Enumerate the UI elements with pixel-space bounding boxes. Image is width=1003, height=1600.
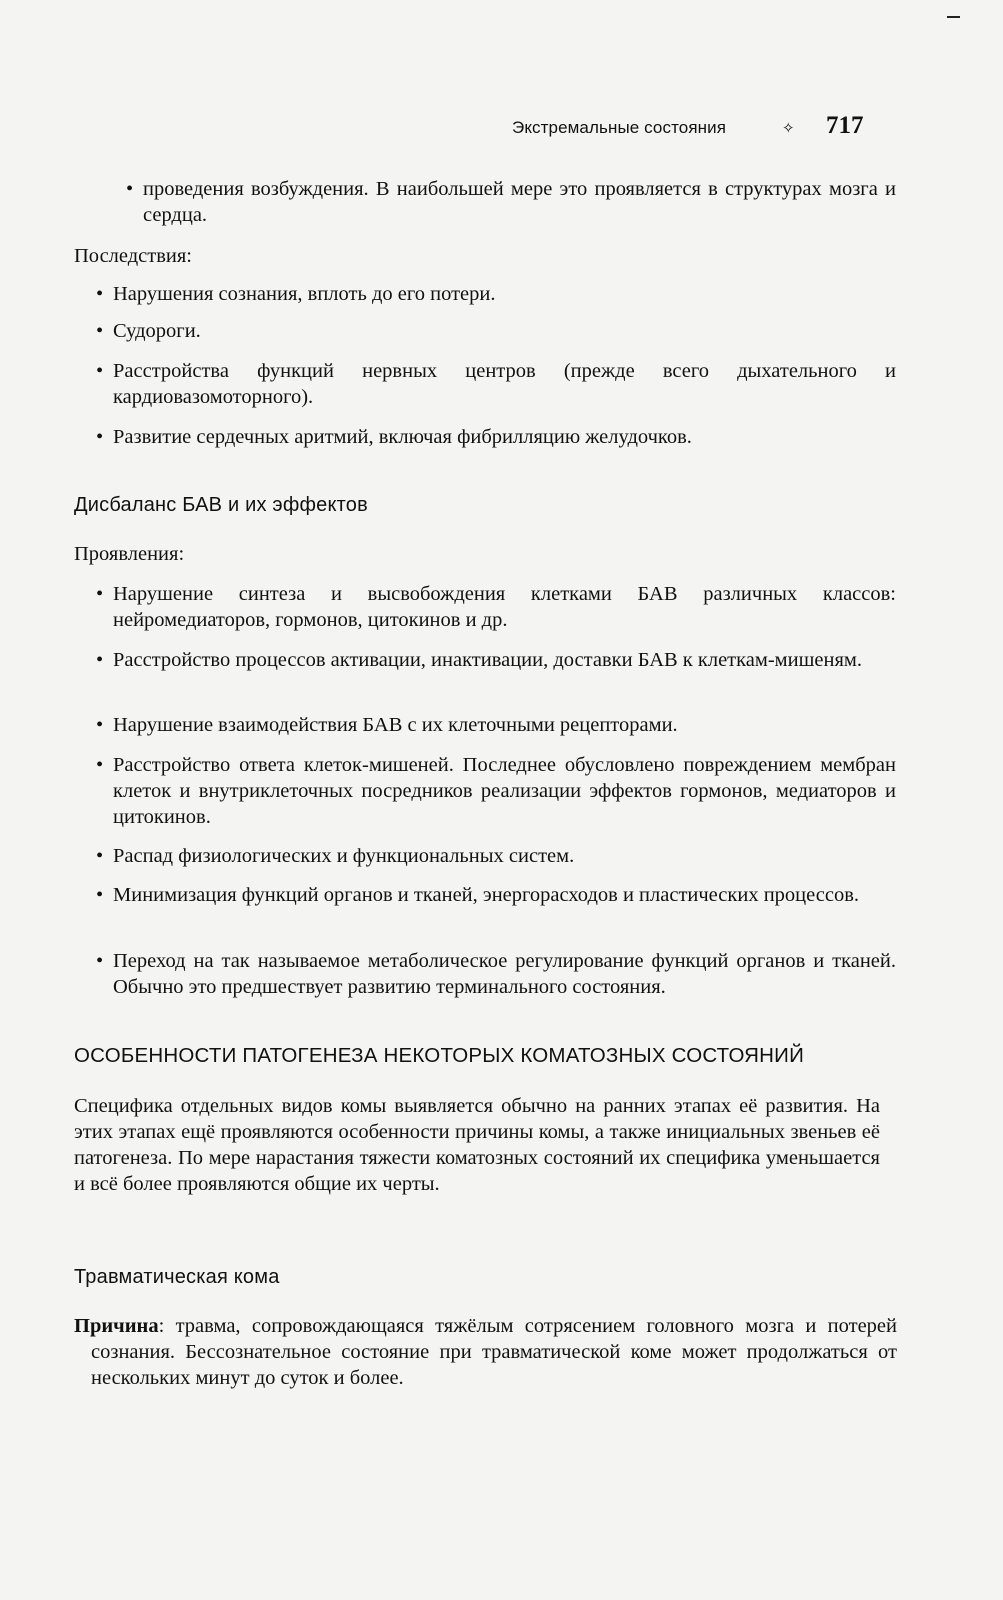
bullet-dot-icon: • <box>96 714 104 736</box>
bullet-dot-icon: • <box>96 754 104 776</box>
consequence-item <box>96 281 896 307</box>
section-heading-trauma: Травматическая кома <box>74 1266 280 1288</box>
scan-corner-mark <box>947 16 960 18</box>
trauma-cause-label: Причина <box>74 1315 159 1337</box>
manifestation-item <box>96 948 896 1000</box>
manifestation-item-text: Нарушение синтеза и высвобождения клетками БАВ различных классов: нейромедиаторов, гормонов, цитокинов и др. <box>113 583 896 631</box>
consequence-item <box>96 318 896 344</box>
manifestation-item-text: Расстройство процессов активации, инактивации, доставки БАВ к клеткам-мишеням. <box>113 649 863 671</box>
running-header-title: Экстремальные состояния <box>512 118 727 137</box>
manifestation-item-text: Нарушение взаимодействия БАВ с их клеточными рецепторами. <box>113 714 678 736</box>
consequence-item-text: Развитие сердечных аритмий, включая фибрилляцию желудочков. <box>113 426 692 448</box>
bullet-dot-icon: • <box>96 950 104 972</box>
manifestation-item-text: Переход на так называемое метаболическое регулирование функций органов и тканей. Обычно это предшествует развитию терминального состояния. <box>113 950 896 998</box>
bullet-dot-icon: • <box>96 884 104 906</box>
manifestations-label: Проявления: <box>74 543 185 565</box>
consequence-item-text: Расстройства функций нервных центров (прежде всего дыхательного и кардиовазомоторного). <box>113 360 896 408</box>
section-heading-bav: Дисбаланс БАВ и их эффектов <box>74 494 368 516</box>
bullet-dot-icon: • <box>96 845 104 867</box>
manifestation-item <box>96 752 896 830</box>
manifestation-item <box>96 882 896 908</box>
bullet-dot-icon: • <box>96 583 104 605</box>
manifestation-item-text: Расстройство ответа клеток-мишеней. Последнее обусловлено повреждением мембран клеток и внутриклеточных посредников реализации эффектов гормонов, медиаторов и цитокинов. <box>113 754 896 828</box>
manifestation-item <box>96 647 896 673</box>
intro-bullet-item <box>126 176 896 228</box>
bullet-dot-icon: • <box>96 649 104 671</box>
trauma-cause-paragraph <box>74 1313 897 1391</box>
running-header-diamond-icon: ✧ <box>782 120 795 137</box>
manifestation-item <box>96 712 896 738</box>
manifestation-item <box>96 843 896 869</box>
manifestation-item <box>96 581 896 633</box>
manifestation-item-text: Минимизация функций органов и тканей, энергорасходов и пластических процессов. <box>113 884 859 906</box>
bullet-dot-icon: • <box>96 283 104 305</box>
bullet-dot-icon: • <box>126 178 134 200</box>
trauma-cause-text: : травма, сопровождающаяся тяжёлым сотрясением головного мозга и потерей сознания. Бессознательное состояние при травматической коме может продолжаться от нескольких минут до суток и более. <box>91 1315 897 1389</box>
bullet-dot-icon: • <box>96 426 104 448</box>
manifestation-item-text: Распад физиологических и функциональных систем. <box>113 845 575 867</box>
consequence-item-text: Судороги. <box>113 320 201 342</box>
bullet-dot-icon: • <box>96 320 104 342</box>
intro-bullet-text: проведения возбуждения. В наибольшей мере это проявляется в структурах мозга и сердца. <box>143 178 896 226</box>
consequences-label: Последствия: <box>74 245 192 267</box>
consequence-item <box>96 424 896 450</box>
consequence-item <box>96 358 896 410</box>
bullet-dot-icon: • <box>96 360 104 382</box>
consequence-item-text: Нарушения сознания, вплоть до его потери. <box>113 283 496 305</box>
page-number: 717 <box>826 112 864 139</box>
pathogenesis-paragraph: Специфика отдельных видов комы выявляется обычно на ранних этапах её развития. На этих этапах ещё проявляются особенности причины комы, а также инициальных звеньев её патогенеза. По мере нарастания тяжести коматозных состояний их специфика уменьшается и всё более проявляются общие их черты. <box>74 1095 880 1195</box>
section-heading-pathogenesis: ОСОБЕННОСТИ ПАТОГЕНЕЗА НЕКОТОРЫХ КОМАТОЗНЫХ СОСТОЯНИЙ <box>74 1044 805 1067</box>
